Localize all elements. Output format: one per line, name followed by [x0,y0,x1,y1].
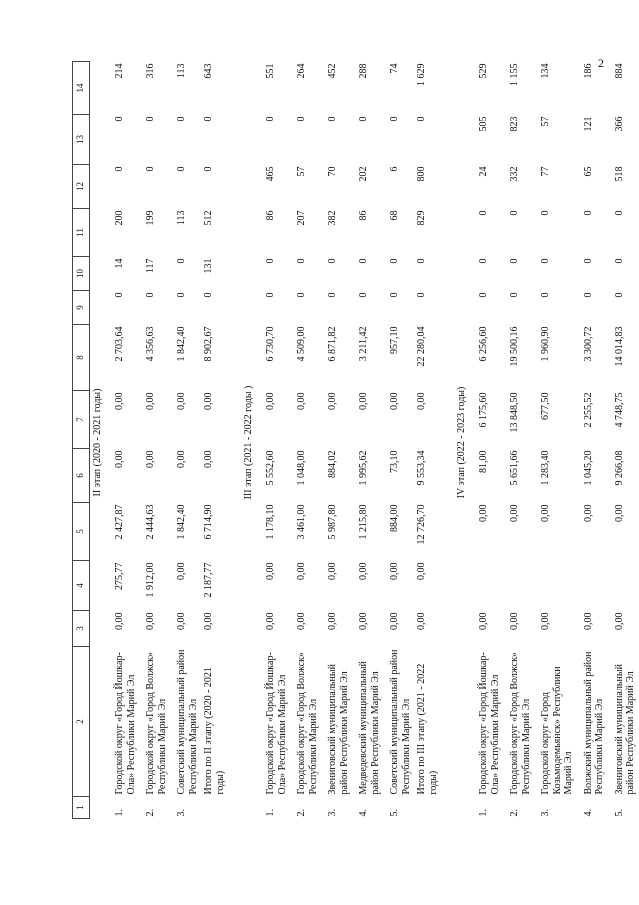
value-cell: 0 [114,116,125,122]
row-index: 2. [509,809,520,817]
table-row [579,62,610,819]
municipality-name: Городской округ «Город Йошкар-Ола» Республики Марий Эл [114,652,137,795]
value-cell: 186 [582,63,594,79]
value-cell: 6 730,70 [265,326,276,362]
value-cell: 0,00 [582,504,594,522]
total-value-cell: 643 [203,63,214,79]
value-cell: 0,00 [327,562,338,580]
value-cell: 6 871,82 [327,326,338,362]
value-cell: 2 444,63 [145,504,156,540]
value-cell: 68 [389,210,400,221]
value-cell: 0 [582,292,594,298]
value-cell: 0,00 [358,612,369,630]
municipality-name: Звениговский муниципальный район Республики Марий Эл [613,664,636,795]
value-cell: 264 [296,63,307,79]
value-cell: 200 [114,210,125,226]
value-cell: 0 [540,210,551,216]
column-header: 5 [73,503,90,561]
value-cell: 0 [582,258,594,264]
value-cell: 0 [327,292,338,298]
value-cell: 1 048,00 [296,450,307,486]
value-cell: 2 703,64 [114,326,125,362]
municipality-name: Городской округ «Город Волжск» Республики Марий Эл [145,652,168,795]
total-value-cell: 1 629 [416,63,427,86]
stage-title: II этап (2020 - 2021 годы) [92,388,103,497]
value-cell: 0 [265,258,276,264]
total-value-cell: 0,00 [203,612,214,630]
value-cell: 0,00 [296,562,307,580]
total-value-cell: 9 553,34 [416,450,427,486]
value-cell: 13 848,50 [509,392,520,433]
value-cell: 0,00 [582,612,594,630]
value-cell: 288 [358,63,369,79]
total-value-cell: 6 714,90 [203,504,214,540]
value-cell: 1 045,20 [582,450,594,486]
value-cell: 1 960,90 [540,326,551,362]
total-value-cell: 0,00 [203,450,214,468]
total-value-cell: 0,00 [416,612,427,630]
value-cell: 2 255,52 [582,392,594,428]
value-cell: 0 [509,210,520,216]
table-row [323,62,354,819]
municipality-name: Советский муниципальный район Республики Марий Эл [176,649,199,795]
total-value-cell: 0 [203,292,214,298]
value-cell: 275,77 [114,562,125,590]
value-cell: 6 256,60 [478,326,489,362]
total-value-cell: 0 [203,166,214,172]
value-cell: 0 [582,210,594,216]
row-index: 1. [265,809,276,817]
total-value-cell: 8 902,67 [203,326,214,362]
stage-title-row [454,62,474,819]
row-index: 5. [613,809,625,817]
value-cell: 0 [296,258,307,264]
value-cell: 0,00 [358,392,369,410]
value-cell: 70 [327,166,338,177]
value-cell: 0 [114,166,125,172]
value-cell: 1 995,62 [358,450,369,486]
value-cell [610,561,639,611]
value-cell [474,561,505,611]
value-cell [536,561,579,611]
value-cell: 0 [176,258,187,264]
value-cell: 4 748,75 [613,392,625,428]
stage-total-row [416,62,454,819]
row-index: 4. [358,809,369,817]
value-cell: 0 [145,292,156,298]
total-value-cell: 22 280,04 [416,326,427,367]
value-cell: 0,00 [145,392,156,410]
total-value-cell: 829 [416,210,427,226]
column-header: 8 [73,325,90,391]
column-header: 2 [73,647,90,797]
total-value-cell: 0,00 [203,392,214,410]
total-value-cell: 0,00 [416,562,427,580]
value-cell: 57 [540,116,551,127]
value-cell: 3 211,42 [358,326,369,362]
value-cell: 0,00 [389,562,400,580]
value-cell: 0,00 [389,612,400,630]
value-cell: 134 [540,63,551,79]
value-cell: 0,00 [176,450,187,468]
value-cell: 65 [582,166,594,177]
value-cell: 0 [389,116,400,122]
municipality-name: Городской округ «Город Волжск» Республики Марий Эл [296,652,319,795]
value-cell: 0,00 [613,612,625,630]
value-cell: 0 [176,292,187,298]
table-row [172,62,203,819]
value-cell: 0,00 [265,562,276,580]
value-cell: 551 [265,63,276,79]
table-row [474,62,505,819]
value-cell: 5 552,60 [265,450,276,486]
value-cell: 117 [145,258,156,274]
total-value-cell: 0 [416,292,427,298]
value-cell: 0,00 [296,392,307,410]
value-cell: 0,00 [540,504,551,522]
value-cell: 0 [358,116,369,122]
value-cell: 9 266,08 [613,450,625,486]
row-index: 3. [540,809,551,817]
value-cell: 0 [296,292,307,298]
value-cell: 0 [389,292,400,298]
total-label: Итого по III этапу (2021 - 2022 годы) [416,663,439,795]
value-cell: 3 461,00 [296,504,307,540]
value-cell: 113 [176,63,187,79]
table-row [261,62,292,819]
value-cell: 6 [389,166,400,172]
municipality-name: Городской округ «Город Волжск» Республики Марий Эл [509,652,532,795]
stage-total-row [203,62,241,819]
value-cell: 884,00 [389,504,400,532]
total-value-cell: 131 [203,258,214,274]
value-cell: 0 [613,258,625,264]
row-index: 2. [296,809,307,817]
value-cell: 24 [478,166,489,177]
value-cell: 0,00 [176,612,187,630]
value-cell: 1 155 [509,63,520,86]
column-header: 12 [73,165,90,209]
value-cell: 0 [613,210,625,216]
value-cell: 207 [296,210,307,226]
total-value-cell: 0 [203,116,214,122]
municipality-name: Городской округ «Город Йошкар-Ола» Республики Марий Эл [265,652,288,795]
value-cell: 86 [265,210,276,221]
value-cell: 73,10 [389,450,400,473]
row-index: 5. [389,809,400,817]
value-cell: 121 [582,116,594,132]
value-cell: 884 [613,63,625,79]
value-cell: 1 842,40 [176,326,187,362]
stage-title: III этап (2021 - 2022 годы ) [243,385,254,500]
municipality-name: Городской округ «Город Йошкар-Ола» Республики Марий Эл [478,652,501,795]
value-cell: 0,00 [176,562,187,580]
value-cell: 0 [114,292,125,298]
value-cell: 0 [478,210,489,216]
total-value-cell: 512 [203,210,214,226]
value-cell: 199 [145,210,156,226]
value-cell: 0,00 [114,450,125,468]
municipality-name: Советский муниципальный район Республики Марий Эл [389,649,412,795]
value-cell: 1 912,00 [145,562,156,598]
total-value-cell: 0 [416,116,427,122]
value-cell: 1 215,80 [358,504,369,540]
value-cell: 0,00 [509,504,520,522]
row-index: 3. [176,809,187,817]
row-index: 4. [582,809,594,817]
total-label: Итого по II этапу (2020 - 2021 годы) [203,667,226,795]
value-cell: 366 [613,116,625,132]
value-cell: 113 [176,210,187,226]
value-cell: 0,00 [613,504,625,522]
value-cell: 0,00 [265,392,276,410]
value-cell: 677,50 [540,392,551,420]
value-cell: 0,00 [145,450,156,468]
table-row [505,62,536,819]
municipality-name: Городской округ «Город Козьмодемьянск» Республики Марий Эл [540,666,574,795]
table-row [292,62,323,819]
total-value-cell: 0,00 [416,392,427,410]
value-cell: 0 [478,292,489,298]
value-cell: 452 [327,63,338,79]
rotated-table-sheet [72,62,636,819]
row-index: 1. [478,809,489,817]
value-cell: 0 [358,258,369,264]
column-header: 11 [73,209,90,257]
table-row [385,62,416,819]
total-value-cell: 800 [416,166,427,182]
value-cell: 5 987,80 [327,504,338,540]
value-cell: 316 [145,63,156,79]
municipality-name: Звениговский муниципальный район Республики Марий Эл [327,664,350,795]
table-row [110,62,141,819]
column-header: 10 [73,257,90,291]
value-cell: 0,00 [478,612,489,630]
municipality-name: Медведевский муниципальный район Республики Марий Эл [358,661,381,795]
value-cell: 0,00 [176,392,187,410]
value-cell: 57 [296,166,307,177]
value-cell: 19 500,16 [509,326,520,367]
table-row [354,62,385,819]
value-cell: 529 [478,63,489,79]
value-cell: 0 [327,116,338,122]
value-cell: 382 [327,210,338,226]
total-value-cell: 2 187,77 [203,562,214,598]
column-header: 9 [73,291,90,325]
row-index: 3. [327,809,338,817]
value-cell: 0,00 [327,612,338,630]
value-cell: 4 356,63 [145,326,156,362]
column-header: 1 [73,797,90,819]
value-cell: 0,00 [358,562,369,580]
total-value-cell: 0 [416,258,427,264]
table-row [536,62,579,819]
value-cell: 0 [296,116,307,122]
stage-title-row [90,62,111,819]
value-cell: 0 [176,166,187,172]
municipality-name: Волжский муниципальный район Республики Марий Эл [582,651,605,795]
value-cell: 0 [176,116,187,122]
value-cell: 0 [509,292,520,298]
value-cell: 0,00 [145,612,156,630]
value-cell: 214 [114,63,125,79]
column-header: 3 [73,611,90,647]
value-cell: 5 651,66 [509,450,520,486]
value-cell: 0,00 [389,392,400,410]
value-cell: 0 [540,292,551,298]
table-row [610,62,639,819]
value-cell: 86 [358,210,369,221]
page-number: 2 [598,56,604,70]
value-cell: 332 [509,166,520,182]
column-header: 14 [73,62,90,115]
value-cell: 14 [114,258,125,269]
total-value-cell: 12 726,70 [416,504,427,545]
value-cell [579,561,610,611]
stage-title-row [241,62,261,819]
value-cell: 0 [613,292,625,298]
value-cell: 0 [145,116,156,122]
value-cell: 2 427,87 [114,504,125,540]
row-index: 1. [114,809,125,817]
value-cell: 0,00 [509,612,520,630]
value-cell: 0 [265,116,276,122]
table-row [141,62,172,819]
value-cell: 823 [509,116,520,132]
value-cell: 81,00 [478,450,489,473]
value-cell: 518 [613,166,625,182]
value-cell: 1 842,40 [176,504,187,540]
value-cell: 0,00 [327,392,338,410]
value-cell: 957,10 [389,326,400,354]
value-cell: 4 509,00 [296,326,307,362]
value-cell: 0,00 [296,612,307,630]
value-cell: 14 014,83 [613,326,625,367]
value-cell [505,561,536,611]
column-header: 4 [73,561,90,611]
value-cell: 202 [358,166,369,182]
value-cell: 0 [265,292,276,298]
program-table [72,61,639,819]
value-cell: 0 [145,166,156,172]
value-cell: 0 [327,258,338,264]
column-number-header [73,62,90,819]
value-cell: 0 [509,258,520,264]
value-cell: 1 283,40 [540,450,551,486]
column-header: 13 [73,115,90,165]
value-cell: 0 [389,258,400,264]
value-cell: 884,02 [327,450,338,478]
value-cell: 74 [389,63,400,74]
value-cell: 0 [540,258,551,264]
value-cell: 0,00 [114,612,125,630]
value-cell: 1 178,10 [265,504,276,540]
value-cell: 0,00 [265,612,276,630]
value-cell: 6 175,60 [478,392,489,428]
stage-title: IV этап (2022 - 2023 годы) [456,386,467,499]
column-header: 6 [73,449,90,503]
value-cell: 0,00 [478,504,489,522]
value-cell: 3 300,72 [582,326,594,362]
value-cell: 77 [540,166,551,177]
value-cell: 0,00 [114,392,125,410]
value-cell: 0 [478,258,489,264]
value-cell: 0 [358,292,369,298]
row-index: 2. [145,809,156,817]
value-cell: 0,00 [540,612,551,630]
value-cell: 505 [478,116,489,132]
value-cell: 465 [265,166,276,182]
column-header: 7 [73,391,90,449]
